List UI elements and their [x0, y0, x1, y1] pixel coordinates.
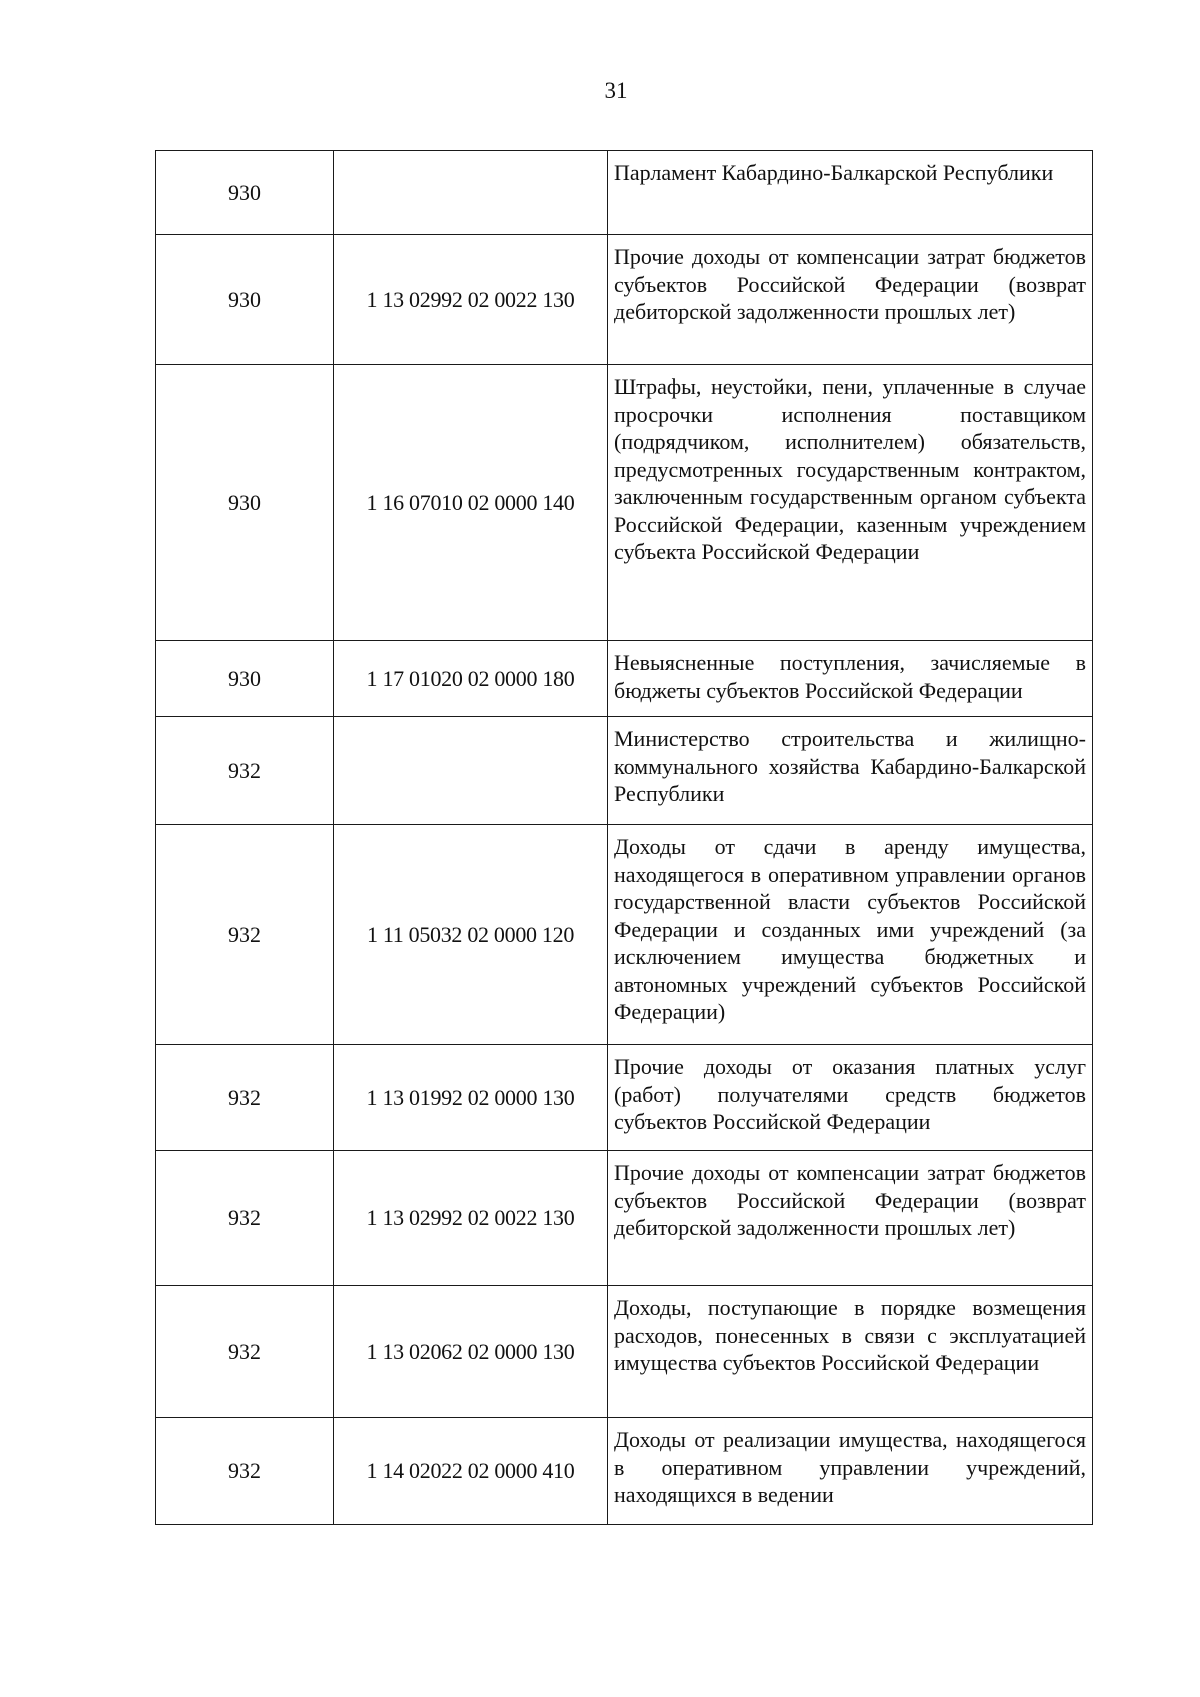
table-row [156, 1286, 1093, 1418]
table-row [156, 1418, 1093, 1525]
admin-code-cell: 930 [156, 151, 334, 235]
admin-code-cell: 930 [156, 365, 334, 641]
table-row [156, 717, 1093, 825]
revenue-name-cell: Доходы от сдачи в аренду имущества, находящегося в оперативном управлении органов государственной власти субъектов Российской Федерации и созданных ими учреждений (за исключением имущества бюджетных и автономных учреждений субъектов Российской Федерации) [608, 825, 1093, 1045]
admin-code-cell: 932 [156, 1045, 334, 1151]
revenue-code-cell: 1 13 02992 02 0022 130 [334, 235, 608, 365]
revenue-code-cell: 1 11 05032 02 0000 120 [334, 825, 608, 1045]
revenue-code-cell: 1 17 01020 02 0000 180 [334, 641, 608, 717]
revenue-name-cell: Министерство строительства и жилищно-коммунального хозяйства Кабардино-Балкарской Республики [608, 717, 1093, 825]
table-row [156, 641, 1093, 717]
revenue-code-cell: 1 16 07010 02 0000 140 [334, 365, 608, 641]
admin-code-cell: 932 [156, 1418, 334, 1525]
table-row [156, 1151, 1093, 1286]
revenue-name-cell: Прочие доходы от компенсации затрат бюджетов субъектов Российской Федерации (возврат дебиторской задолженности прошлых лет) [608, 235, 1093, 365]
revenue-name-cell: Прочие доходы от оказания платных услуг (работ) получателями средств бюджетов субъектов Российской Федерации [608, 1045, 1093, 1151]
admin-code-cell: 930 [156, 235, 334, 365]
revenue-name-cell: Доходы от реализации имущества, находящегося в оперативном управлении учреждений, находящихся в ведении [608, 1418, 1093, 1525]
revenue-code-cell [334, 151, 608, 235]
table-row [156, 151, 1093, 235]
revenue-name-cell: Невыясненные поступления, зачисляемые в бюджеты субъектов Российской Федерации [608, 641, 1093, 717]
table-row [156, 825, 1093, 1045]
admin-code-cell: 932 [156, 825, 334, 1045]
table-row [156, 1045, 1093, 1151]
admin-code-cell: 930 [156, 641, 334, 717]
revenue-code-cell [334, 717, 608, 825]
revenue-name-cell: Штрафы, неустойки, пени, уплаченные в случае просрочки исполнения поставщиком (подрядчиком, исполнителем) обязательств, предусмотренных государственным контрактом, заключенным государственным органом субъекта Российской Федерации, казенным учреждением субъекта Российской Федерации [608, 365, 1093, 641]
admin-code-cell: 932 [156, 1151, 334, 1286]
revenue-code-cell: 1 13 02992 02 0022 130 [334, 1151, 608, 1286]
revenue-name-cell: Доходы, поступающие в порядке возмещения расходов, понесенных в связи с эксплуатацией имущества субъектов Российской Федерации [608, 1286, 1093, 1418]
table-row [156, 235, 1093, 365]
page-number: 31 [604, 78, 628, 103]
admin-code-cell: 932 [156, 717, 334, 825]
revenue-codes-table [155, 150, 1093, 1525]
table-row [156, 365, 1093, 641]
revenue-name-cell: Прочие доходы от компенсации затрат бюджетов субъектов Российской Федерации (возврат дебиторской задолженности прошлых лет) [608, 1151, 1093, 1286]
revenue-code-cell: 1 13 02062 02 0000 130 [334, 1286, 608, 1418]
revenue-code-cell: 1 14 02022 02 0000 410 [334, 1418, 608, 1525]
revenue-code-cell: 1 13 01992 02 0000 130 [334, 1045, 608, 1151]
revenue-name-cell: Парламент Кабардино-Балкарской Республики [608, 151, 1093, 235]
admin-code-cell: 932 [156, 1286, 334, 1418]
